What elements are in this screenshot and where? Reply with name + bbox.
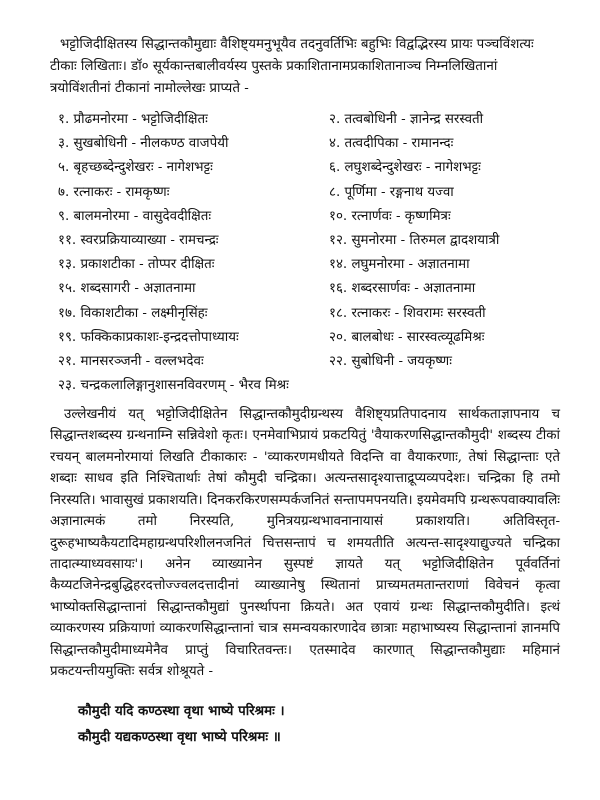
list-item [58, 300, 560, 324]
commentary-entry-last: २३. चन्द्रकलालिङ्गानुशासनविवरणम् - भैरव मिश्रः [58, 378, 289, 394]
list-item [58, 251, 560, 275]
commentary-entry: ७. रत्नाकरः - रामकृष्णः [58, 184, 170, 200]
commentary-entry: २२. सुबोधिनी - जयकृष्णः [329, 353, 452, 369]
commentary-entry: १९. फक्किकाप्रकाशः-इन्द्रदत्तोपाध्यायः [58, 329, 239, 345]
verse-line-2: कौमुदी यद्यकण्ठस्था वृथा भाष्ये परिश्रमः ॥ [78, 729, 281, 746]
list-item [58, 203, 560, 227]
commentary-entry: १८. रत्नाकरः - शिवरामः सरस्वती [329, 305, 486, 321]
commentary-entry: १४. लघुमनोरमा - अज्ञातनामा [329, 257, 470, 273]
list-item [58, 179, 560, 203]
verse-block [78, 698, 560, 750]
list-item [58, 106, 560, 130]
commentary-entry: ६. लघुशब्देन्दुशेखरः - नागेशभट्टः [329, 160, 481, 176]
body-paragraph: उल्लेखनीयं यत् भट्टोजिदीक्षितेन सिद्धान्तकौमुदीग्रन्थस्य वैशिष्ट्यप्रतिपादनाय सार्थकताज्ञापनाय च सिद्धान्तशब्दस्य ग्रन्थनाम्नि सन्निवेशो कृतः। एनमेवाभिप्रायं प्रकटयितुं 'वैयाकरणसिद्धान्तकौमुदी' शब्दस्य टीकां रचयन् बालमनोरमायां लिखति टीकाकारः - 'व्याकरणमधीयते विदन्ति वा वैयाकरणाः, तेषां सिद्धान्ताः एते शब्दाः साधव इति निश्चितार्थाः तेषां कौमुदी चन्द्रिका। अत्यन्तसादृश्यात्ताद्रूप्यव्यपदेशः। चन्द्रिका हि तमो निरस्यति। भावासुखं प्रकाशयति। दिनकरकिरणसम्पर्कजनितं सन्तापमपनयति। इयमेवमपि ग्रन्थरूपवाक्यावलिः अज्ञानात्मकं तमो निरस्यति, मुनित्रयग्रन्थभावनानायासं प्रकाशयति। अतिविस्तृत-दुरूहभाष्यकैयटादिमहाग्रन्थपरिशीलनजनितं चित्तसन्तापं च शमयतीति अत्यन्त-सादृश्याद्युज्यते चन्द्रिका तादात्म्याध्यवसायः'। अनेन व्याख्यानेन सुस्पष्टं ज्ञायते यत् भट्टोजिदीक्षितेन पूर्ववर्तिनां कैय्यटजिनेन्द्रबुद्धिहरदत्तोज्ज्वलदत्तादीनां व्याख्यानेषु स्थितानां प्राच्यमतमतान्तराणां विवेचनं कृत्वा भाष्योक्तसिद्धान्तानां सिद्धान्तकौमुद्यां पुनर्स्थापना क्रियते। अत एवायं ग्रन्थः सिद्धान्तकौमुदीति। इत्थं व्याकरणस्य प्रक्रियाणां व्याकरणसिद्धान्तानां चात्र समन्वयकारणादेव छात्राः महाभाष्यस्य सिद्धान्तानां ज्ञानमपि सिद्धान्तकौमुदीमाध्यमेनैव प्राप्तुं विचारितवन्तः। एतस्मादेव कारणात् सिद्धान्तकौमुद्याः महिमानं प्रकटयन्तीयमुक्तिः सर्वत्र शोश्रूयते - [50, 407, 560, 679]
commentary-entry: २०. बालबोधः - सारस्वत्व्यूढमिश्रः [329, 329, 485, 345]
list-item [58, 348, 560, 372]
commentary-entry: १३. प्रकाशटीका - तोप्पर दीक्षितः [58, 257, 215, 273]
commentary-list [58, 106, 560, 396]
commentary-entry: २१. मानसरञ्जनी - वल्लभदेवः [58, 353, 204, 369]
commentary-entry: ५. बृहच्छब्देन्दुशेखरः - नागेशभट्टः [58, 160, 213, 176]
commentary-entry: ९. बालमनोरमा - वासुदेवदीक्षितः [58, 208, 212, 224]
list-item [58, 130, 560, 154]
list-item [58, 324, 560, 348]
list-item [58, 275, 560, 299]
commentary-entry: १०. रत्नार्णवः - कृष्णमित्रः [329, 208, 451, 224]
commentary-entry: १२. सुमनोरमा - तिरुमल द्वादशयात्री [329, 233, 500, 249]
commentary-entry: १५. शब्दसागरी - अज्ञातनामा [58, 281, 196, 297]
commentary-entry: ११. स्वरप्रक्रियाव्याख्या - रामचन्द्रः [58, 233, 219, 249]
commentary-entry: ३. सुखबोधिनी - नीलकण्ठ वाजपेयी [58, 136, 229, 152]
commentary-entry: २. तत्वबोधिनी - ज्ञानेन्द्र सरस्वती [329, 112, 484, 128]
commentary-entry: ८. पूर्णिमा - रङ्गनाथ यज्वा [329, 184, 454, 200]
intro-paragraph: भट्टोजिदीक्षितस्य सिद्धान्तकौमुद्याः वैशिष्ट्यमनुभूयैव तदनुवर्तिभिः बहुभिः विद्वद्भिरस्य प्रायः पञ्चविंशत्यः टीकाः लिखिताः। डॉ० सूर्यकान्तबालीवर्यस्य पुस्तके प्रकाशितानामप्रकाशितानाञ्च निम्नलिखितानां त्रयोविंशतीनां टीकानां नामोल्लेखः प्राप्यते - [50, 37, 534, 96]
commentary-entry: १. प्रौढमनोरमा - भट्टोजिदीक्षितः [58, 112, 208, 128]
verse-line-1: कौमुदी यदि कण्ठस्था वृथा भाष्ये परिश्रमः । [78, 703, 285, 720]
list-item [58, 154, 560, 178]
commentary-entry: १७. विकाशटीका - लक्ष्मीनृसिंहः [58, 305, 208, 321]
commentary-entry: ४. तत्वदीपिका - रामानन्दः [329, 136, 454, 152]
commentary-entry: १६. शब्दरसार्णवः - अज्ञातनामा [329, 281, 476, 297]
list-item [58, 227, 560, 251]
